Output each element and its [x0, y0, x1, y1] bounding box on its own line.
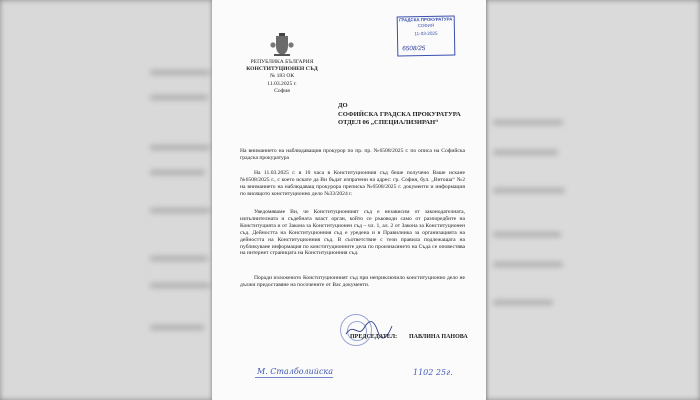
blurred-background-right [485, 0, 700, 400]
blurred-background-left [0, 0, 215, 400]
body-paragraph-1: На 11.03.2025 г. в 10 часа в Конституционния съд беше получено Ваше искане №6508/2025 г., с което искате да Ви бъдат изпратени на адрес: гр. София, бул. „Витоша“ №2 на вниманието на наблюдаващ прокурора преписка №6508/2025 г. документи и информация по висящото конституционно дело №33/2024 г. [240, 170, 465, 197]
addressee-block [338, 102, 461, 128]
stamp-reg-number: 6508/25 [402, 45, 426, 53]
issue-date: 11.03.2025 г. [267, 80, 297, 87]
addressee-to: ДО [338, 102, 348, 109]
chair-title: ПРЕДСЕДАТЕЛ: [350, 334, 398, 340]
issuer-country: РЕПУБЛИКА БЪЛГАРИЯ [250, 59, 314, 65]
issuer-institution: КОНСТИТУЦИОНЕН СЪД [246, 66, 318, 73]
issuer-city: София [274, 87, 290, 94]
letter-page [212, 0, 486, 400]
stamp-office: ГРАДСКА ПРОКУРАТУРА [399, 16, 453, 23]
body-paragraph-3: Поради изложеното Конституционният съд при неприключило конституционно дело не дължи предоставяне на посочените от Вас документи. [240, 275, 465, 288]
addressee-dept: ОТДЕЛ 06 „СПЕЦИАЛИЗИРАН“ [338, 119, 439, 127]
attention-line: На вниманието на наблюдаващия прокурор по пр. пр. №6508/2025 г. по описа на Софийска градска прокуратура [240, 148, 465, 161]
registry-stamp [397, 15, 456, 56]
handwritten-note-right: 1102 25г. [413, 368, 453, 377]
addressee-org: СОФИЙСКА ГРАДСКА ПРОКУРАТУРА [338, 110, 461, 118]
stamp-date: 11-03-2025 [414, 30, 438, 37]
chair-name: ПАВЛИНА ПАНОВА [409, 334, 468, 340]
outgoing-number: № 183 ОК [269, 73, 295, 80]
body-paragraph-2: Уведомяваме Ви, че Конституционният съд е независим от законодателната, изпълнителната и съдебната власт орган, който се ръководи само от разпоредбите на Конституцията и от Закона за Конституционен съд – чл. 1, ал. 2 от Закона за Конституционен съд. Дейността на Конституционния съд е уредена и в Правилника за организацията на дейността на Конституционния съд. В съответствие с тези правила подлежащата на публикуване информация по конституционните дела по произнасянето на Съда се оповестява на интернет страницата на Конституционния съд. [240, 209, 465, 257]
bulgarian-coat-of-arms-icon [270, 33, 294, 57]
handwritten-note-left: М. Сталболийска [257, 367, 333, 376]
issuer-block [212, 59, 352, 95]
handwritten-underline [255, 377, 333, 378]
stamp-city: СОФИЯ [417, 22, 434, 29]
